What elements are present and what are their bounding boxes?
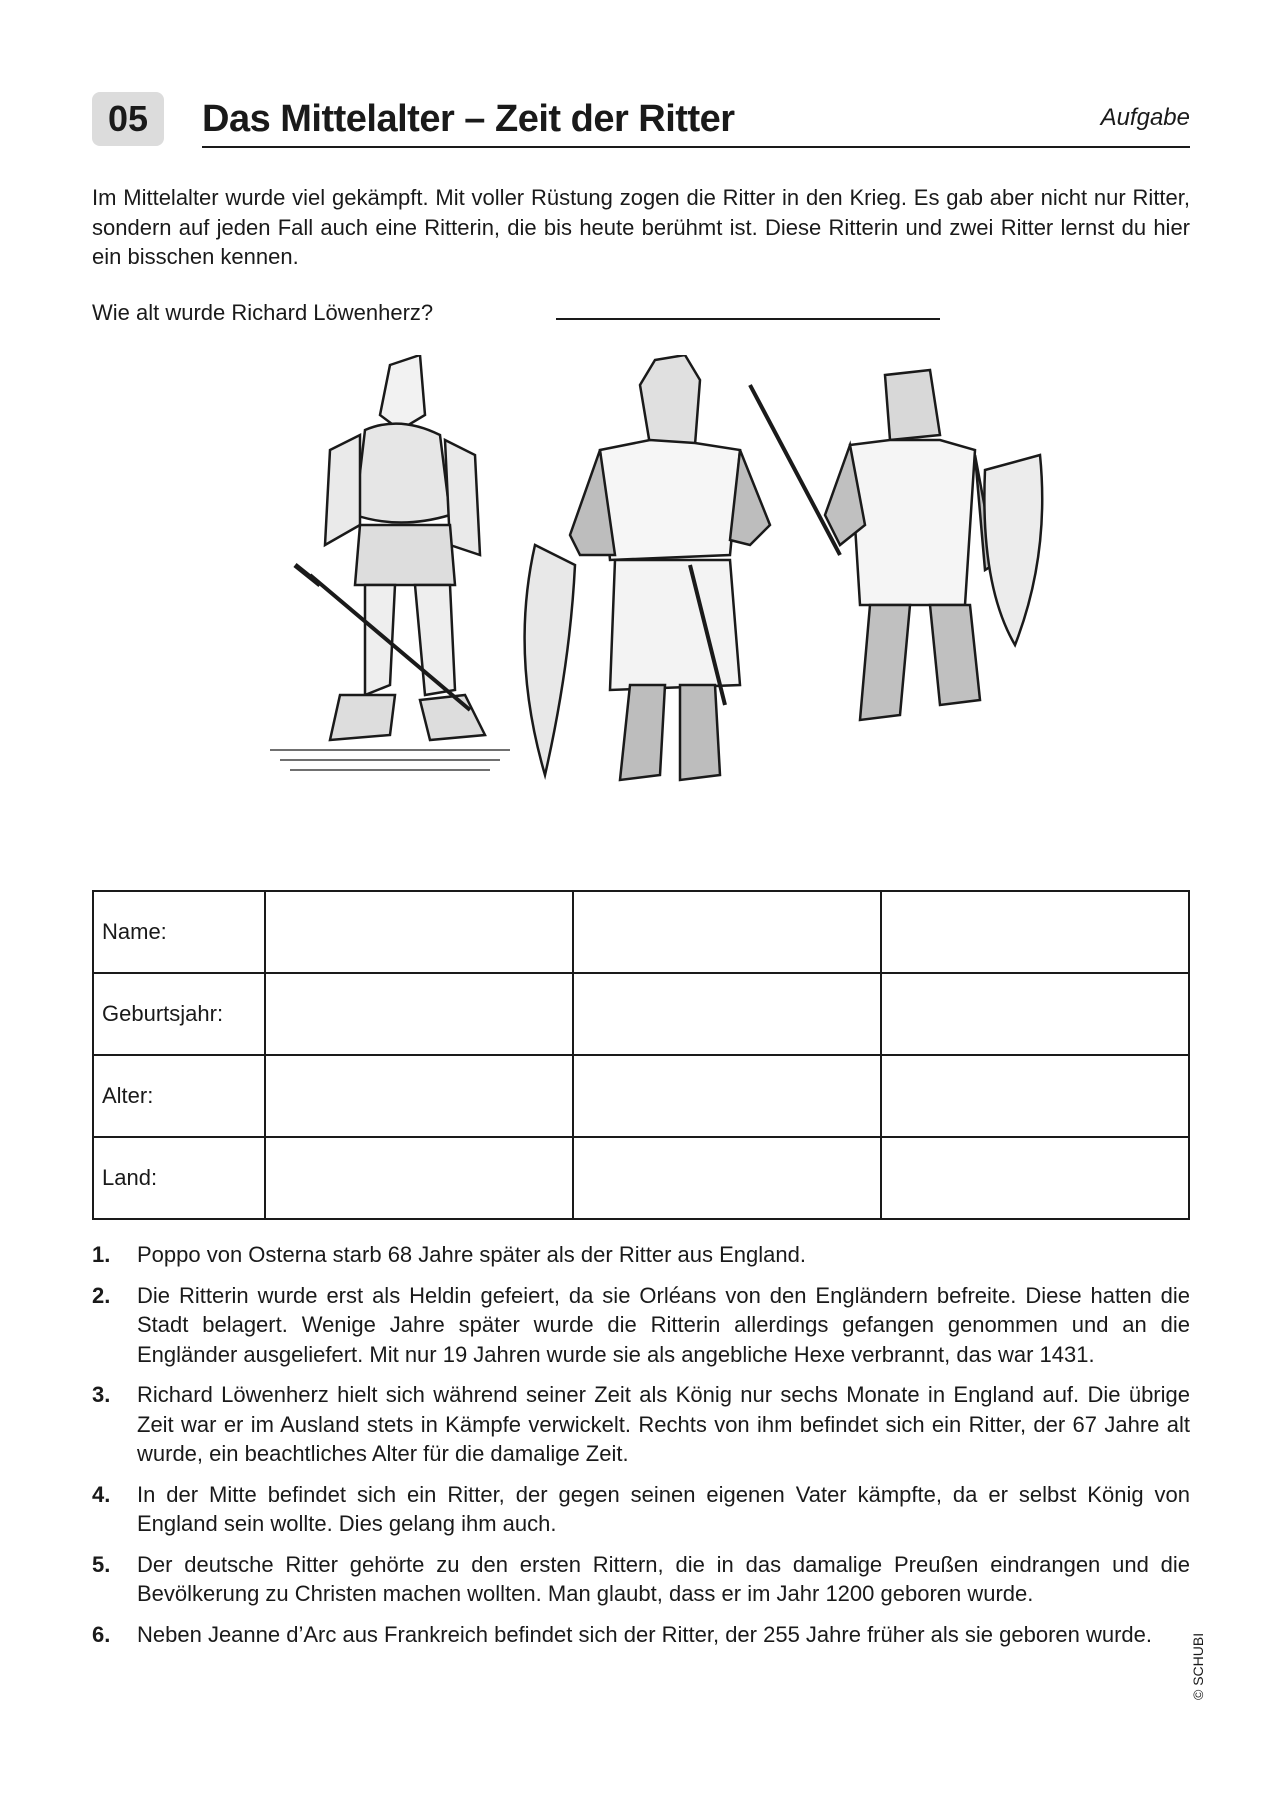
table-cell[interactable] bbox=[573, 1137, 881, 1219]
table-cell[interactable] bbox=[881, 973, 1189, 1055]
table-row-country bbox=[93, 1137, 1189, 1219]
row-label-name: Name: bbox=[93, 891, 265, 973]
worksheet-number-badge: 05 bbox=[92, 92, 164, 146]
clue-number: 4. bbox=[92, 1481, 111, 1507]
table-row-birth-year bbox=[93, 973, 1189, 1055]
clue-text: Neben Jeanne d’Arc aus Frankreich befindet sich der Ritter, der 255 Jahre früher als sie geboren wurde. bbox=[137, 1621, 1153, 1647]
table-row-name bbox=[93, 891, 1189, 973]
question-text: Wie alt wurde Richard Löwenherz? bbox=[92, 300, 434, 325]
title-underline bbox=[202, 146, 1190, 148]
clue-number: 6. bbox=[92, 1621, 111, 1647]
table-cell[interactable] bbox=[265, 1055, 573, 1137]
table-cell[interactable] bbox=[265, 891, 573, 973]
clue-number: 5. bbox=[92, 1551, 111, 1577]
row-label-birth-year: Geburtsjahr: bbox=[93, 973, 265, 1055]
intro-paragraph: Im Mittelalter wurde viel gekämpft. Mit voller Rüstung zogen die Ritter in den Krieg. Es gab aber nicht nur Ritter, sondern auf jeden Fall auch eine Ritterin, die bis heute berühmt ist. Diese Ritterin und zwei Ritter lernst du hier ein bisschen kennen. bbox=[92, 185, 1190, 269]
knights-table bbox=[92, 890, 1190, 1220]
clue-item bbox=[92, 1620, 1190, 1650]
answer-line[interactable] bbox=[556, 318, 940, 320]
knight-left-figure bbox=[270, 355, 510, 770]
clue-item bbox=[92, 1281, 1190, 1370]
clue-item bbox=[92, 1480, 1190, 1539]
knight-center-figure bbox=[525, 355, 770, 780]
clue-list bbox=[92, 1240, 1190, 1660]
table-row-age bbox=[93, 1055, 1189, 1137]
copyright-notice: © SCHUBI bbox=[1190, 1632, 1206, 1700]
clue-text: Die Ritterin wurde erst als Heldin gefeiert, da sie Orléans von den Engländern befreite. Diese hatten die Stadt belagert. Wenige Jahre später wurde die Ritterin allerdings gefangen genommen und an die Engländer ausgeliefert. Mit nur 19 Jahren wurde sie als angebliche Hexe verbrannt, das war 1431. bbox=[137, 1282, 1190, 1367]
table-cell[interactable] bbox=[573, 891, 881, 973]
table-cell[interactable] bbox=[573, 973, 881, 1055]
page-title: Das Mittelalter – Zeit der Ritter bbox=[202, 98, 735, 140]
row-label-age: Alter: bbox=[93, 1055, 265, 1137]
row-label-country: Land: bbox=[93, 1137, 265, 1219]
knights-illustration bbox=[270, 355, 1170, 835]
clue-number: 2. bbox=[92, 1282, 111, 1308]
table-cell[interactable] bbox=[881, 1055, 1189, 1137]
worksheet-header bbox=[92, 92, 1190, 152]
table-cell[interactable] bbox=[573, 1055, 881, 1137]
clue-text: Der deutsche Ritter gehörte zu den ersten Rittern, die in das damalige Preußen eindrangen und die Bevölkerung zu Christen machen wollten. Man glaubt, dass er im Jahr 1200 geboren wurde. bbox=[137, 1551, 1190, 1606]
table-cell[interactable] bbox=[265, 973, 573, 1055]
task-label: Aufgabe bbox=[1100, 104, 1190, 131]
clue-item bbox=[92, 1380, 1190, 1469]
table-cell[interactable] bbox=[881, 891, 1189, 973]
clue-number: 3. bbox=[92, 1382, 111, 1407]
table-cell[interactable] bbox=[265, 1137, 573, 1219]
clue-text: Poppo von Osterna starb 68 Jahre später als der Ritter aus England. bbox=[137, 1242, 806, 1267]
clue-item bbox=[92, 1550, 1190, 1609]
clue-text: In der Mitte befindet sich ein Ritter, der gegen seinen eigenen Vater kämpfte, da er selbst König von England sein wollte. Dies gelang ihm auch. bbox=[137, 1481, 1190, 1536]
knight-right-figure bbox=[750, 370, 1042, 720]
clue-text: Richard Löwenherz hielt sich während seiner Zeit als König nur sechs Monate in England auf. Die übrige Zeit war er im Ausland stets in Kämpfe verwickelt. Rechts von ihm befindet sich ein Ritter, der 67 Jahre alt wurde, ein beachtliches Alter für die damalige Zeit. bbox=[137, 1382, 1190, 1466]
table-cell[interactable] bbox=[881, 1137, 1189, 1219]
clue-item bbox=[92, 1240, 1190, 1270]
clue-number: 1. bbox=[92, 1242, 111, 1267]
